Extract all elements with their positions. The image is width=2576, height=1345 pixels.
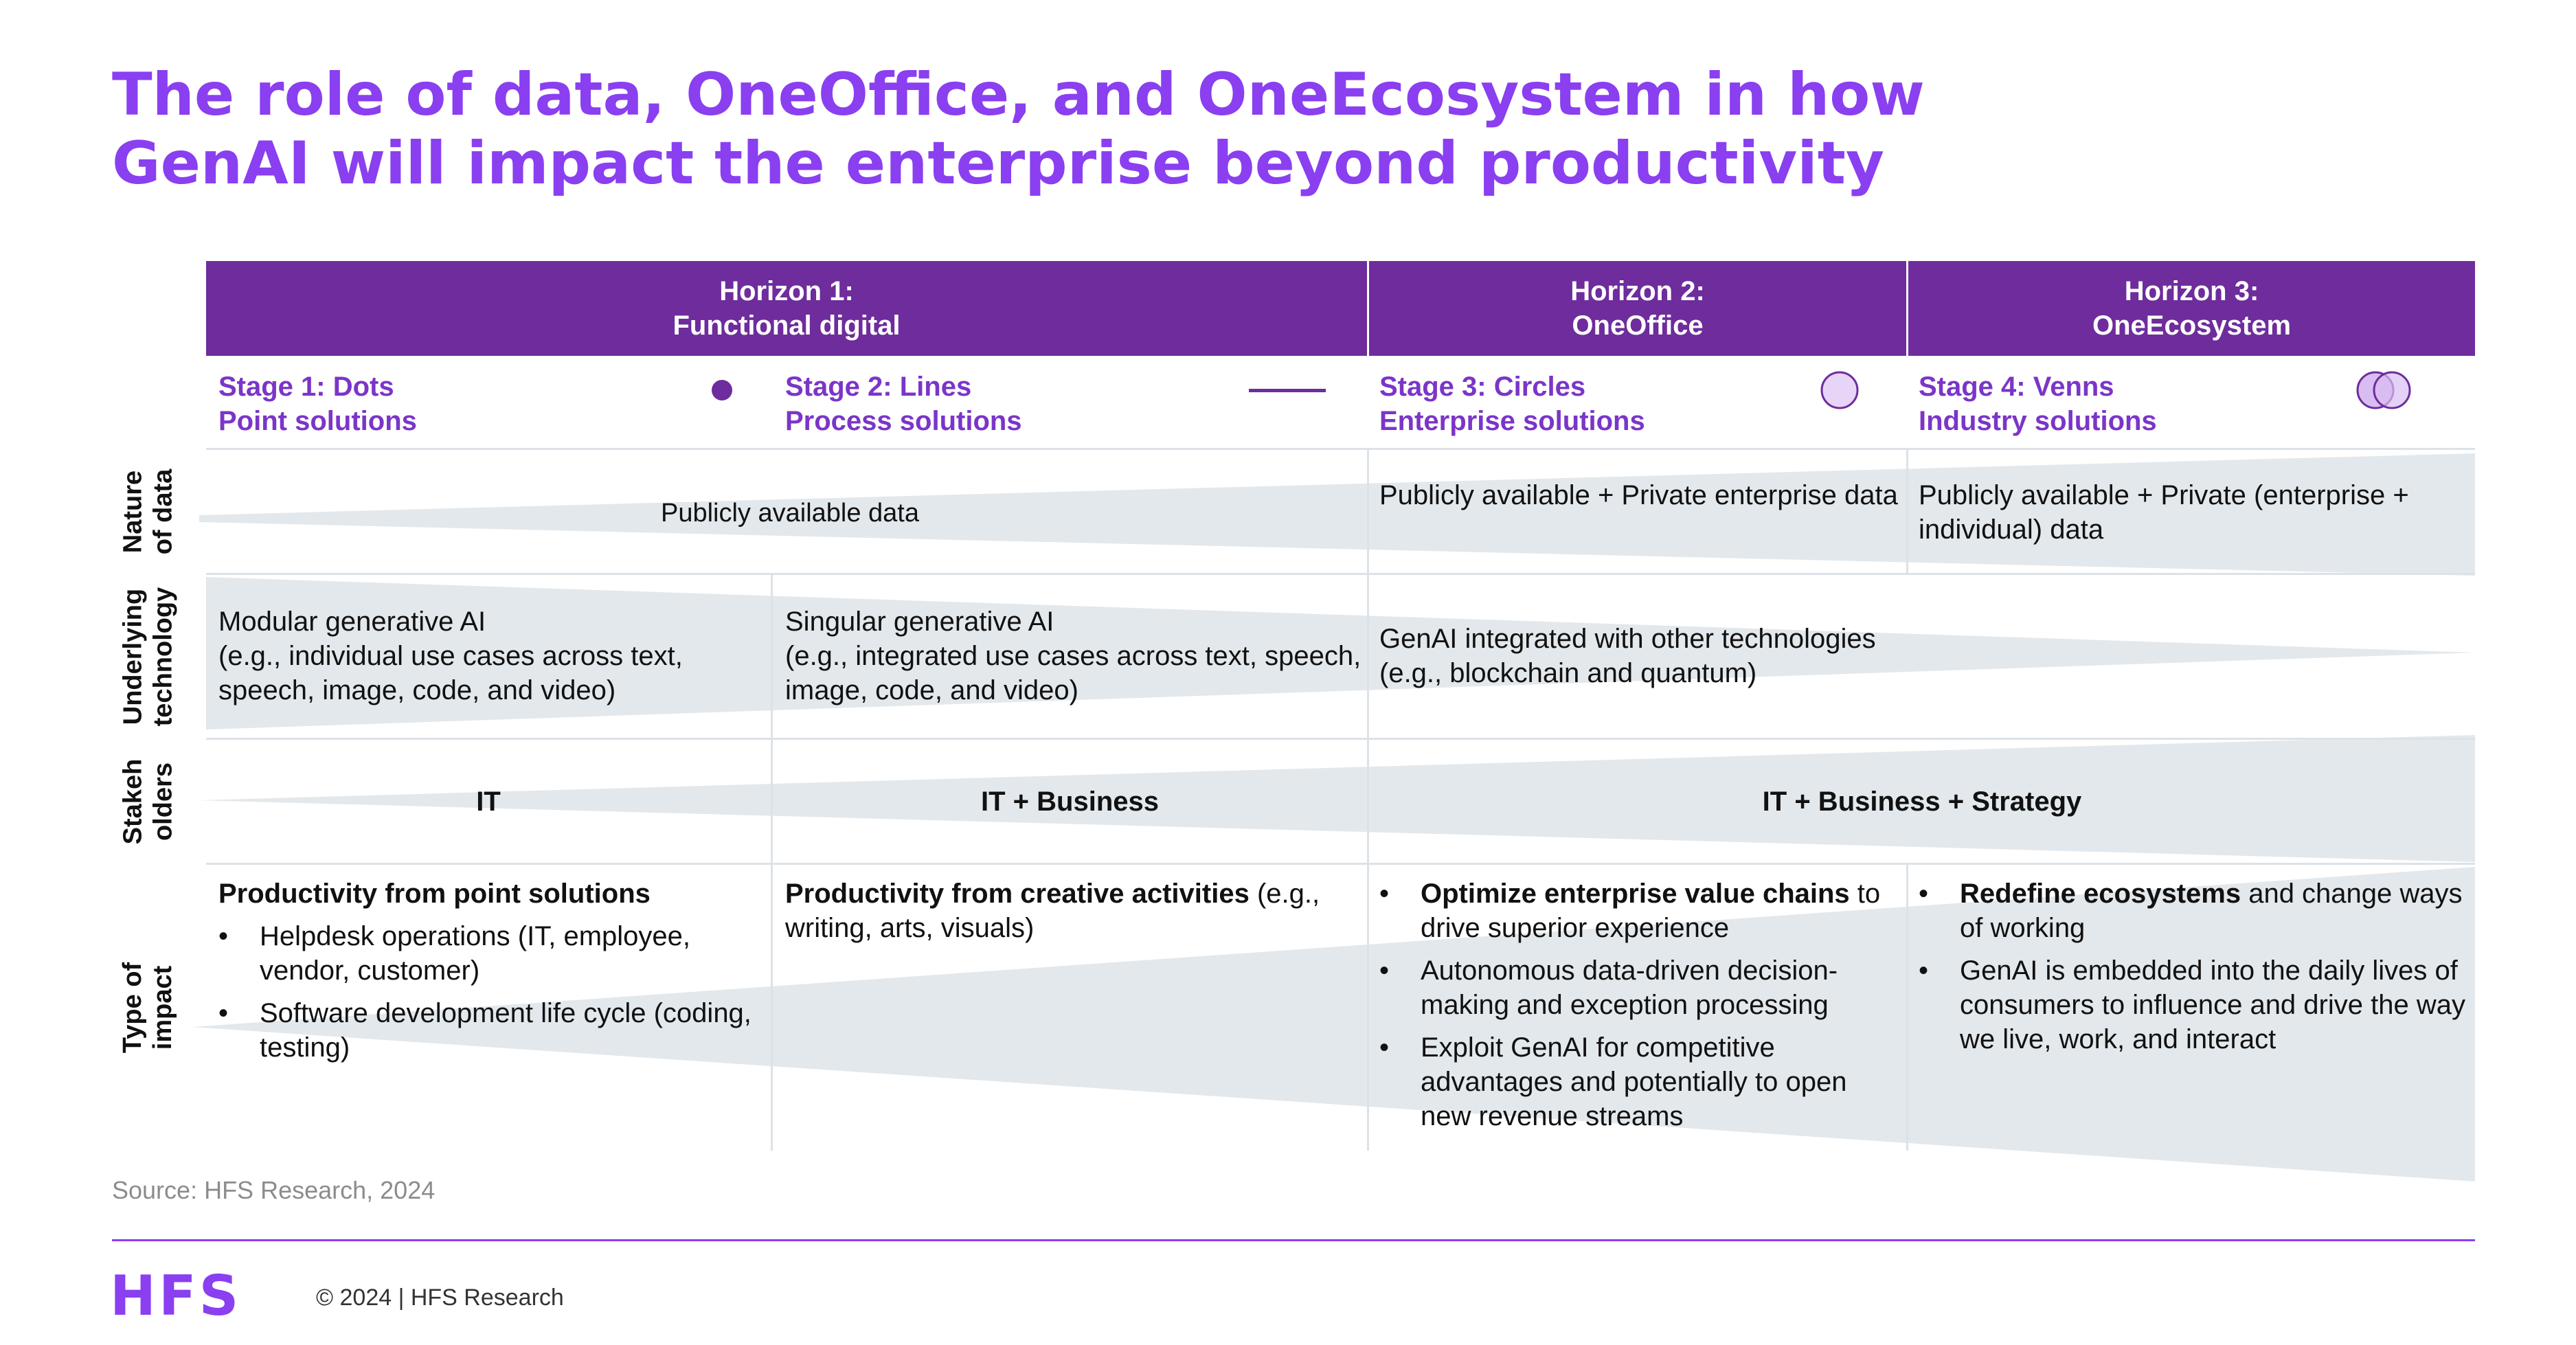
row-divider (206, 738, 2475, 740)
source-note: Source: HFS Research, 2024 (112, 1176, 436, 1204)
horizon-3-name: OneEcosystem (2092, 310, 2292, 341)
horizon-1-name: Functional digital (673, 310, 901, 341)
list-item: • Exploit GenAI for competitive advantages and potentially to open new revenue streams (1379, 1030, 1901, 1133)
column-divider (1906, 865, 1908, 1151)
row-label-technology-line1: Underlying (118, 588, 147, 725)
impact-s2 (785, 877, 1355, 945)
line-icon (1249, 385, 1326, 396)
stage-1-title: Stage 1: Dots (218, 372, 394, 402)
impact-s4-b1-rest: and change ways of working (1960, 879, 2463, 943)
row-label-technology (103, 575, 192, 738)
row-label-technology-line2: technology (148, 587, 177, 726)
stage-3 (1379, 370, 1645, 438)
impact-s3-list (1379, 877, 1901, 1133)
horizon-divider (1906, 261, 1908, 356)
row-label-stakeholders-line2: olders (148, 762, 177, 841)
impact-s2-detail: (e.g., writing, arts, visuals) (785, 879, 1320, 943)
list-item (1379, 877, 1901, 945)
dot-icon (710, 378, 734, 402)
horizon-2-label: Horizon 2: (1570, 276, 1705, 306)
title-line-2: GenAI will impact the enterprise beyond productivity (112, 129, 1884, 198)
row-label-nature-line2: of data (148, 468, 177, 554)
impact-s1-heading: Productivity from point solutions (218, 879, 651, 909)
horizon-2-header (1369, 261, 1906, 356)
nature-h3: Publicly available + Private (enterprise + individual) data (1919, 480, 2409, 545)
stage-3-subtitle: Enterprise solutions (1379, 406, 1645, 436)
impact-s4-list (1919, 877, 2468, 1056)
copyright: © 2024 | HFS Research (316, 1285, 564, 1311)
hfs-logo: HFS (110, 1264, 242, 1328)
technology-s1 (218, 604, 761, 708)
stage-3-title: Stage 3: Circles (1379, 372, 1586, 402)
impact-s3 (1379, 868, 1901, 1133)
list-item: • GenAI is embedded into the daily lives of consumers to influence and drive the way we live, work, and interact (1919, 953, 2468, 1056)
impact-s2-heading: Productivity from creative activities (785, 879, 1250, 909)
list-item: • Helpdesk operations (IT, employee, vendor, customer) (218, 919, 761, 988)
impact-s3-b1-bold: Optimize enterprise value chains (1421, 879, 1850, 909)
title-line-1: The role of data, OneOffice, and OneEcosystem in how (112, 60, 1925, 129)
stage-2 (785, 370, 1022, 438)
row-label-stakeholders-line1: Stakeh (118, 758, 147, 844)
stakeholders-s34: IT + Business + Strategy (1762, 787, 2082, 817)
row-divider (206, 573, 2475, 575)
venn-icon (2355, 370, 2414, 411)
nature-h2: Publicly available + Private enterprise data (1379, 480, 1898, 510)
column-divider (1906, 450, 1908, 574)
circle-icon (1819, 370, 1860, 411)
technology-s34-title: GenAI integrated with other technologies (1379, 624, 1876, 654)
stage-2-title: Stage 2: Lines (785, 372, 972, 402)
row-label-nature (103, 450, 192, 573)
horizon-2-name: OneOffice (1572, 310, 1704, 341)
row-label-nature-line1: Nature (118, 470, 147, 553)
stage-2-subtitle: Process solutions (785, 406, 1022, 436)
stage-1 (218, 370, 417, 438)
stage-4 (1919, 370, 2157, 438)
stage-1-subtitle: Point solutions (218, 406, 417, 436)
list-item (1919, 877, 2468, 945)
horizon-1-label: Horizon 1: (719, 276, 854, 306)
stakeholders-s1: IT (476, 787, 501, 817)
row-label-stakeholders (103, 740, 192, 863)
nature-h1: Publicly available data (660, 499, 919, 528)
list-item: • Autonomous data-driven decision-making and exception processing (1379, 953, 1901, 1022)
technology-s34-detail: (e.g., blockchain and quantum) (1379, 658, 1757, 688)
stage-4-title: Stage 4: Venns (1919, 372, 2114, 402)
impact-s1-list (218, 919, 761, 1065)
technology-s1-title: Modular generative AI (218, 607, 486, 637)
row-divider (206, 448, 2475, 450)
horizon-1-header (206, 261, 1367, 356)
impact-s3-b1-rest: to drive superior experience (1421, 879, 1881, 943)
footer-divider (112, 1239, 2475, 1241)
row-label-impact-line1: Type of (118, 962, 148, 1054)
column-divider (771, 575, 773, 1151)
impact-s1 (218, 877, 761, 1065)
technology-s34 (1379, 622, 2066, 690)
row-label-impact (103, 865, 192, 1151)
row-divider (206, 863, 2475, 865)
technology-s1-detail: (e.g., individual use cases across text, speech, image, code, and video) (218, 641, 683, 705)
horizon-3-label: Horizon 3: (2124, 276, 2259, 306)
technology-s2-title: Singular generative AI (785, 607, 1054, 637)
impact-s4 (1919, 868, 2468, 1056)
impact-s4-b1-bold: Redefine ecosystems (1960, 879, 2241, 909)
horizon-divider (1367, 261, 1369, 356)
stage-4-subtitle: Industry solutions (1919, 406, 2157, 436)
technology-s2 (785, 604, 1362, 708)
technology-s2-detail: (e.g., integrated use cases across text, speech, image, code, and video) (785, 641, 1362, 705)
stakeholders-s2: IT + Business (981, 787, 1159, 817)
horizon-3-header (1908, 261, 2475, 356)
row-label-impact-line2: impact (148, 965, 178, 1050)
list-item: • Software development life cycle (coding, testing) (218, 996, 761, 1065)
